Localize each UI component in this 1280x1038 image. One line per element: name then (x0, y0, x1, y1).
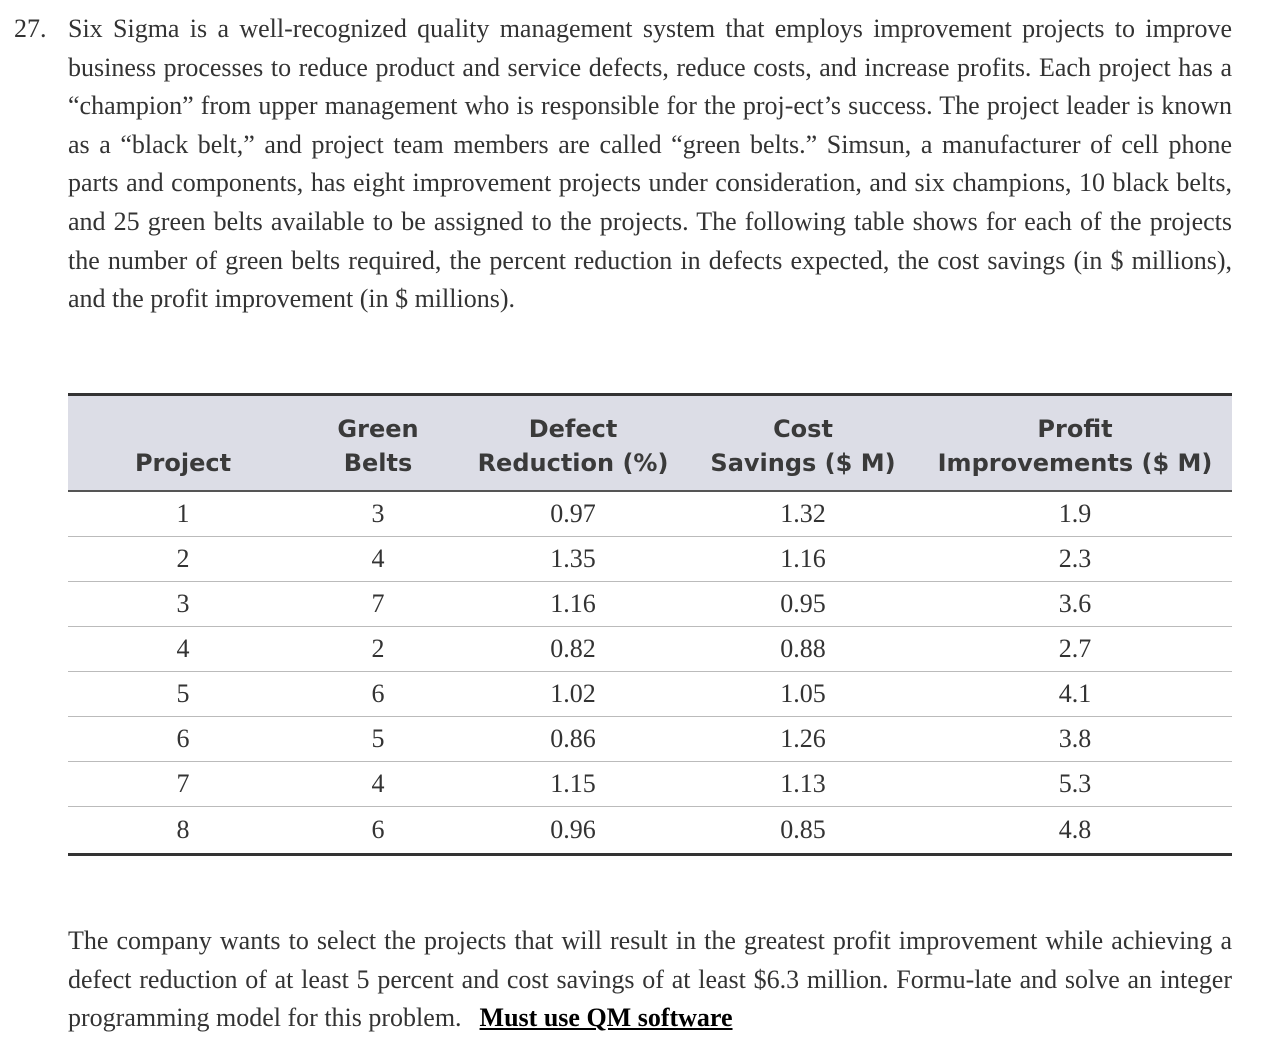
table-row (68, 627, 1232, 672)
cell-project: 3 (68, 582, 298, 627)
cell-defect-reduction: 0.97 (458, 491, 688, 537)
header-cost-savings-line: Savings ($ M) (710, 449, 896, 477)
cell-defect-reduction: 1.35 (458, 537, 688, 582)
closing-paragraph (68, 922, 1232, 1038)
header-green-belts-line: Belts (343, 449, 413, 477)
cell-cost-savings: 0.88 (688, 627, 918, 672)
cell-profit-improvements: 4.1 (918, 672, 1232, 717)
table-row (68, 717, 1232, 762)
cell-green-belts: 7 (298, 582, 458, 627)
cell-project: 1 (68, 491, 298, 537)
table-row (68, 807, 1232, 855)
cell-cost-savings: 1.32 (688, 491, 918, 537)
cell-green-belts: 6 (298, 807, 458, 855)
header-defect-reduction (458, 395, 688, 492)
table-body (68, 491, 1232, 855)
table-row (68, 762, 1232, 807)
cell-profit-improvements: 3.6 (918, 582, 1232, 627)
cell-profit-improvements: 2.7 (918, 627, 1232, 672)
header-cost-savings-line: Cost (773, 415, 833, 443)
table-row (68, 672, 1232, 717)
cell-project: 4 (68, 627, 298, 672)
projects-table (68, 393, 1232, 856)
cell-project: 5 (68, 672, 298, 717)
cell-cost-savings: 1.05 (688, 672, 918, 717)
closing-text: The company wants to select the projects that will result in the greatest profit improvement while achieving a defect reduction of at least 5 percent and cost savings of at least $6.3 million. Formu-late and solve an integer programming model for this problem. (68, 926, 1232, 1033)
cell-project: 6 (68, 717, 298, 762)
header-defect-reduction-line: Reduction (%) (477, 449, 669, 477)
table-header-row (68, 395, 1232, 492)
cell-profit-improvements: 4.8 (918, 807, 1232, 855)
table-row (68, 537, 1232, 582)
header-cost-savings (688, 395, 918, 492)
header-green-belts (298, 395, 458, 492)
cell-defect-reduction: 0.86 (458, 717, 688, 762)
cell-defect-reduction: 0.82 (458, 627, 688, 672)
header-profit-improvements-line: Improvements ($ M) (937, 449, 1213, 477)
cell-defect-reduction: 1.02 (458, 672, 688, 717)
cell-defect-reduction: 1.16 (458, 582, 688, 627)
cell-green-belts: 4 (298, 762, 458, 807)
software-requirement-note: Must use QM software (479, 1003, 733, 1033)
cell-cost-savings: 1.26 (688, 717, 918, 762)
header-project-line: Project (134, 449, 232, 477)
table-row (68, 491, 1232, 537)
problem-number: 27. (14, 14, 47, 43)
header-profit-improvements-line: Profit (1037, 415, 1113, 443)
cell-green-belts: 3 (298, 491, 458, 537)
cell-cost-savings: 0.95 (688, 582, 918, 627)
cell-cost-savings: 1.13 (688, 762, 918, 807)
cell-project: 2 (68, 537, 298, 582)
cell-green-belts: 5 (298, 717, 458, 762)
cell-project: 8 (68, 807, 298, 855)
cell-defect-reduction: 1.15 (458, 762, 688, 807)
table-header (68, 395, 1232, 492)
cell-project: 7 (68, 762, 298, 807)
cell-profit-improvements: 1.9 (918, 491, 1232, 537)
cell-green-belts: 2 (298, 627, 458, 672)
problem-statement: Six Sigma is a well-recognized quality management system that employs improvement projects to improve business processes to reduce product and service defects, reduce costs, and increase profits. Each project has a “champion” from upper management who is responsible for the proj-ect’s success. The project leader is known as a “black belt,” and project team members are called “green belts.” Simsun, a manufacturer of cell phone parts and components, has eight improvement projects under consideration, and six champions, 10 black belts, and 25 green belts available to be assigned to the projects. The following table shows for each of the projects the number of green belts required, the percent reduction in defects expected, the cost savings (in $ millions), and the profit improvement (in $ millions). (68, 14, 1232, 314)
cell-green-belts: 4 (298, 537, 458, 582)
cell-profit-improvements: 2.3 (918, 537, 1232, 582)
cell-defect-reduction: 0.96 (458, 807, 688, 855)
header-green-belts-line: Green (337, 415, 419, 443)
cell-profit-improvements: 5.3 (918, 762, 1232, 807)
header-profit-improvements (918, 395, 1232, 492)
cell-cost-savings: 0.85 (688, 807, 918, 855)
cell-green-belts: 6 (298, 672, 458, 717)
table-row (68, 582, 1232, 627)
header-project (68, 395, 298, 492)
projects-table-container (68, 393, 1232, 856)
cell-cost-savings: 1.16 (688, 537, 918, 582)
cell-profit-improvements: 3.8 (918, 717, 1232, 762)
header-defect-reduction-line: Defect (528, 415, 618, 443)
